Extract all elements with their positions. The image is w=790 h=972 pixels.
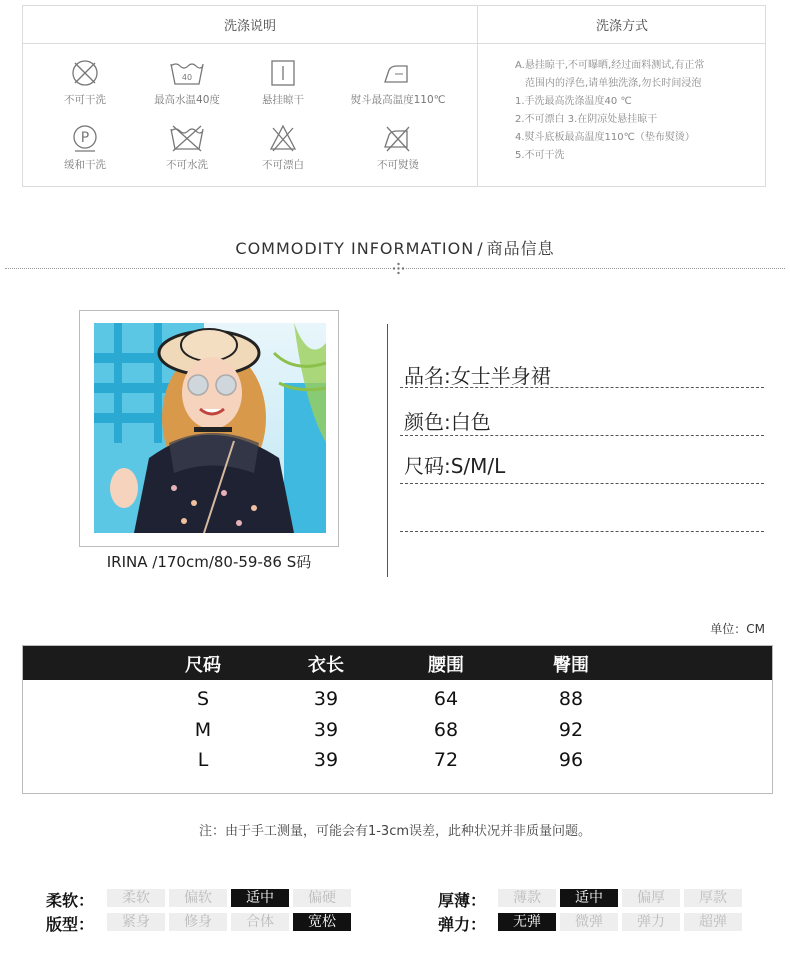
care-label: 熨斗最高温度110℃ — [350, 94, 446, 106]
cell-length: 39 — [313, 749, 339, 771]
field-underline — [400, 387, 764, 388]
care-item-hang-dry — [233, 58, 333, 107]
cell-waist: 68 — [433, 719, 459, 741]
gentle-dry-clean-letter: P — [80, 130, 90, 146]
care-item-iron-110 — [338, 58, 458, 107]
section-title-en: COMMODITY INFORMATION — [235, 239, 475, 258]
care-instruction-line: 2.不可漂白 3.在阴凉处悬挂晾干 — [515, 114, 658, 125]
care-instruction-line: 1.手洗最高洗涤温度40 ℃ — [515, 96, 632, 107]
table-row — [23, 747, 772, 777]
attribute-label: 柔软： — [46, 891, 95, 910]
size-table — [22, 645, 773, 794]
attribute-chip: 微弹 — [560, 913, 618, 931]
no-dry-clean-icon — [70, 58, 100, 88]
iron-110-icon — [381, 58, 415, 88]
care-label: 悬挂晾干 — [262, 94, 304, 106]
header-hip: 臀围 — [553, 655, 589, 676]
no-iron-icon — [381, 123, 415, 153]
header-waist: 腰围 — [428, 655, 464, 676]
attribute-chip: 柔软 — [107, 889, 165, 907]
table-row — [23, 717, 772, 747]
attribute-chip: 弹力 — [622, 913, 680, 931]
attribute-chip: 偏硬 — [293, 889, 351, 907]
care-header-right: 洗涤方式 — [478, 6, 766, 44]
attribute-chip: 合体 — [231, 913, 289, 931]
cell-size: L — [197, 749, 209, 771]
unit-label: 单位：CM — [710, 622, 765, 636]
attribute-chip-selected: 宽松 — [293, 913, 351, 931]
field-color: 颜色:白色 — [404, 410, 491, 434]
care-label: 缓和干洗 — [64, 159, 106, 171]
care-item-no-wash — [137, 123, 237, 172]
care-table — [22, 5, 766, 187]
attribute-chip-selected: 适中 — [560, 889, 618, 907]
care-instruction-line: 范围内的浮色,请单独洗涤,勿长时间浸泡 — [515, 78, 702, 89]
cell-hip: 92 — [558, 719, 584, 741]
attribute-chip: 偏厚 — [622, 889, 680, 907]
attribute-chip: 薄款 — [498, 889, 556, 907]
cell-waist: 72 — [433, 749, 459, 771]
field-underline — [400, 531, 764, 532]
attribute-chip: 厚款 — [684, 889, 742, 907]
care-instruction-line: A.悬挂晾干,不可曝晒,经过面料测试,有正常 — [515, 60, 705, 71]
care-label: 不可水洗 — [166, 159, 208, 171]
field-product-name: 品名:女士半身裙 — [404, 364, 551, 388]
attribute-label: 厚薄： — [438, 891, 487, 910]
no-wash-icon — [168, 123, 206, 153]
care-instructions — [515, 57, 765, 165]
model-caption: IRINA /170cm/80-59-86 S码 — [106, 553, 312, 571]
cell-size: M — [194, 719, 212, 741]
cell-length: 39 — [313, 719, 339, 741]
field-underline — [400, 435, 764, 436]
wash-temp-text: 40 — [181, 73, 193, 82]
cell-hip: 96 — [558, 749, 584, 771]
cell-size: S — [196, 688, 210, 710]
section-title-cn: 商品信息 — [486, 239, 555, 258]
care-label: 最高水温40度 — [154, 94, 220, 106]
care-item-no-dry-clean — [35, 58, 135, 107]
care-divider — [477, 6, 478, 186]
model-image — [94, 323, 326, 533]
care-item-no-bleach — [233, 123, 333, 172]
title-slash: / — [477, 239, 484, 258]
care-item-wash-40 — [137, 58, 237, 107]
care-label: 不可干洗 — [64, 94, 106, 106]
section-title — [0, 236, 790, 259]
info-divider — [387, 324, 388, 577]
attribute-chip: 偏软 — [169, 889, 227, 907]
hang-dry-icon — [268, 58, 298, 88]
attribute-chip: 修身 — [169, 913, 227, 931]
attribute-chip-selected: 无弹 — [498, 913, 556, 931]
field-underline — [400, 483, 764, 484]
size-table-header — [23, 646, 772, 680]
header-length: 衣长 — [308, 655, 344, 676]
header-size: 尺码 — [185, 655, 221, 676]
diamond-ornament-icon — [392, 262, 405, 275]
attribute-chip: 紧身 — [107, 913, 165, 931]
cell-waist: 64 — [433, 688, 459, 710]
care-instruction-line: 4.熨斗底板最高温度110℃（垫布熨烫） — [515, 132, 695, 143]
attribute-chip: 超弹 — [684, 913, 742, 931]
wash-40-icon — [168, 58, 206, 88]
cell-hip: 88 — [558, 688, 584, 710]
model-photo — [94, 323, 326, 533]
measurement-note: 注：由于手工测量，可能会有1-3cm误差，此种状况并非质量问题。 — [198, 824, 592, 839]
field-size: 尺码:S/M/L — [404, 454, 506, 478]
care-item-gentle-dry-clean — [35, 123, 135, 172]
care-item-no-iron — [338, 123, 458, 172]
care-label: 不可漂白 — [262, 159, 304, 171]
attribute-chip-selected: 适中 — [231, 889, 289, 907]
table-row — [23, 686, 772, 716]
gentle-dry-clean-icon — [70, 123, 100, 153]
attribute-label: 弹力： — [438, 915, 487, 934]
care-header-left: 洗涤说明 — [23, 6, 477, 44]
care-label: 不可熨烫 — [377, 159, 419, 171]
attribute-label: 版型： — [46, 915, 95, 934]
care-instruction-line: 5.不可干洗 — [515, 150, 565, 161]
no-bleach-icon — [268, 123, 298, 153]
cell-length: 39 — [313, 688, 339, 710]
